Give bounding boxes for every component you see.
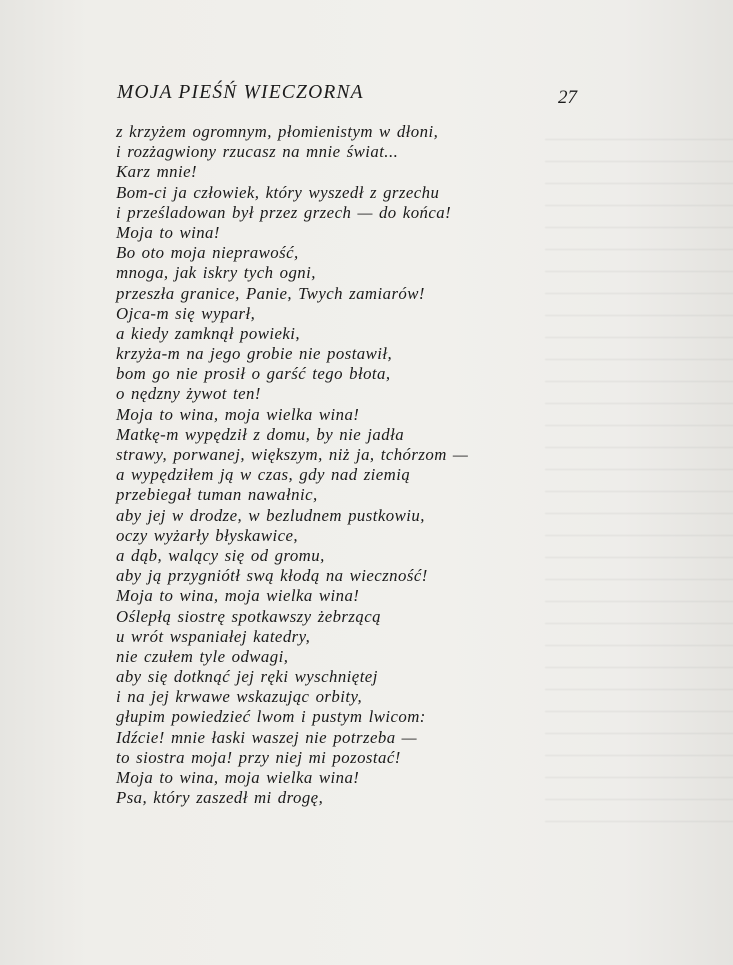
verse-line: krzyża-m na jego grobie nie postawił, <box>116 344 393 364</box>
verse-line: Karz mnie! <box>116 162 198 182</box>
verse-line: Moja to wina! <box>116 222 220 242</box>
verse-line: Bom-ci ja człowiek, który wyszedł z grzechu <box>116 182 440 202</box>
verse-line: u wrót wspaniałej katedry, <box>116 626 311 646</box>
running-head-title: MOJA PIEŚŃ WIECZORNA <box>117 82 364 103</box>
verse-line: Moja to wina, moja wielka wina! <box>116 586 360 606</box>
verse-line: a dąb, walący się od gromu, <box>116 545 325 565</box>
verse-line: i na jej krwawe wskazując orbity, <box>116 687 363 707</box>
verse-line: strawy, porwanej, większym, niż ja, tchórzom — <box>116 445 469 464</box>
verse-line: nie czułem tyle odwagi, <box>116 646 289 666</box>
verse-line: aby jej w drodze, w bezludnem pustkowiu, <box>116 505 425 525</box>
verse-line: przebiegał tuman nawałnic, <box>116 485 318 505</box>
verse-line: Ojca-m się wyparł, <box>116 303 256 323</box>
verse-line: przeszła granice, Panie, Twych zamiarów! <box>116 283 425 303</box>
verse-line: głupim powiedzieć lwom i pustym lwicom: <box>116 707 426 727</box>
verse-line: Moja to wina, moja wielka wina! <box>116 404 360 424</box>
poem-verse <box>116 122 468 808</box>
verse-line: mnoga, jak iskry tych ogni, <box>116 263 316 283</box>
verse-line: bom go nie prosił o garść tego błota, <box>116 364 391 384</box>
verse-line: Psa, który zaszedł mi drogę, <box>116 788 324 808</box>
verse-line: i prześladowan był przez grzech — do końca! <box>116 202 452 222</box>
verse-line: Bo oto moja nieprawość, <box>116 243 299 263</box>
verse-line: a kiedy zamknął powieki, <box>116 323 300 343</box>
page-number: 27 <box>558 87 577 108</box>
reverse-page-bleed-through <box>545 128 733 828</box>
verse-line: Matkę-m wypędził z domu, by nie jadła <box>116 424 405 444</box>
verse-line: a wypędziłem ją w czas, gdy nad ziemią <box>116 465 411 485</box>
verse-line: i rozżagwiony rzucasz na mnie świat... <box>116 142 399 162</box>
verse-line: to siostra moja! przy niej mi pozostać! <box>116 747 401 767</box>
verse-line: Moja to wina, moja wielka wina! <box>116 768 360 787</box>
verse-line: aby się dotknąć jej ręki wyschniętej <box>116 667 378 687</box>
verse-line: z krzyżem ogromnym, płomienistym w dłoni, <box>116 122 439 141</box>
verse-line: oczy wyżarły błyskawice, <box>116 525 299 545</box>
verse-line: Oślepłą siostrę spotkawszy żebrzącą <box>116 606 381 626</box>
verse-line: o nędzny żywot ten! <box>116 384 261 404</box>
verse-line: aby ją przygniótł swą kłodą na wieczność! <box>116 566 428 586</box>
verse-line: Idźcie! mnie łaski waszej nie potrzeba — <box>116 727 418 747</box>
